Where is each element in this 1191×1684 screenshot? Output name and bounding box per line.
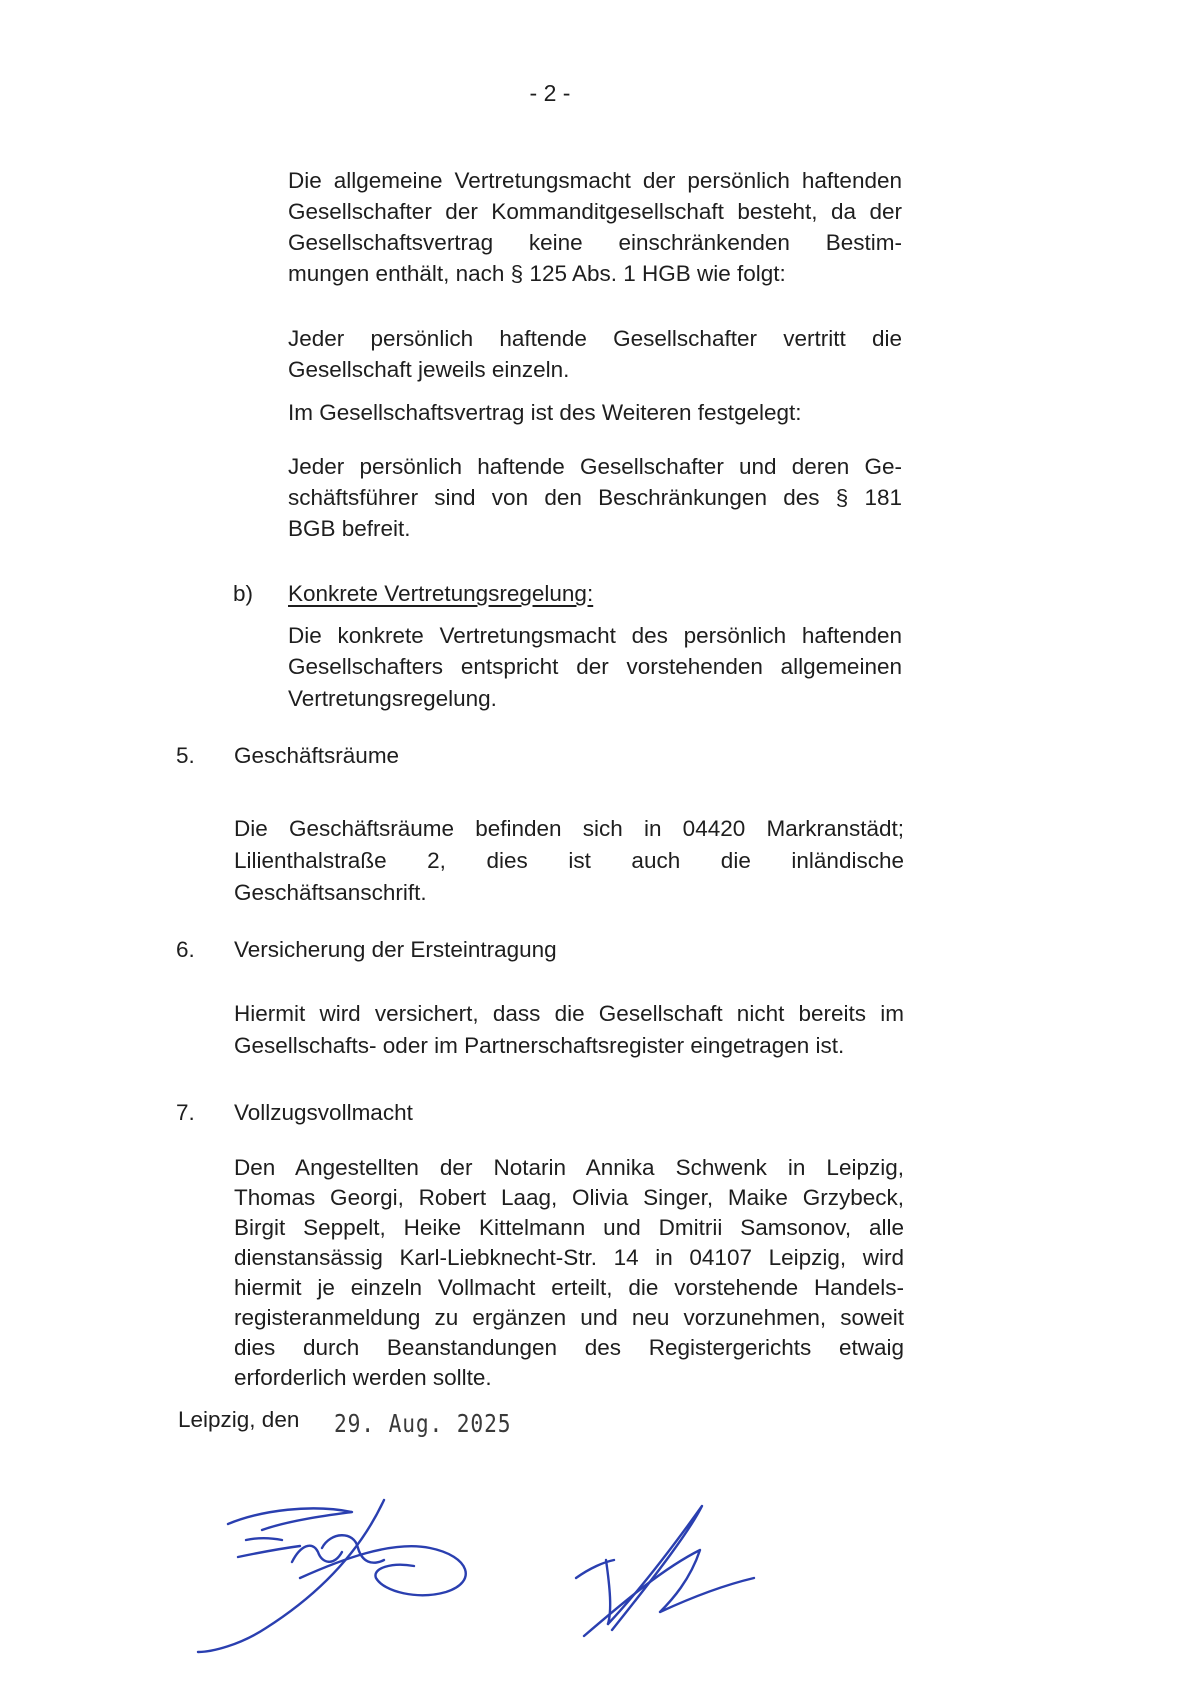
section-7-line-2: Thomas Georgi, Robert Laag, Olivia Singer, Maike Grzybeck, — [234, 1185, 904, 1210]
exemption-line-3: BGB befreit. — [288, 516, 411, 541]
section-5-line-1: Die Geschäftsräume befinden sich in 04420 Markranstädt; — [234, 816, 904, 841]
section-7-number: 7. — [176, 1100, 195, 1125]
general-intro-line-1: Die allgemeine Vertretungsmacht der persönlich haftenden — [288, 168, 902, 193]
subsection-b-marker: b) — [233, 581, 254, 606]
section-6-heading: Versicherung der Ersteintragung — [234, 937, 557, 962]
section-5-line-2: Lilienthalstraße 2, dies ist auch die inländische — [234, 848, 904, 873]
further-text: Im Gesellschaftsvertrag ist des Weiteren festgelegt: — [288, 400, 802, 425]
general-intro-line-2: Gesellschafter der Kommanditgesellschaft besteht, da der — [288, 199, 902, 224]
section-5-heading: Geschäftsräume — [234, 743, 400, 768]
section-5-number: 5. — [176, 743, 195, 768]
section-7-line-5: hiermit je einzeln Vollmacht erteilt, die vorstehende Handels- — [234, 1275, 904, 1300]
rule-line-1: Jeder persönlich haftende Gesellschafter vertritt die — [288, 326, 902, 351]
page-number: - 2 - — [529, 80, 571, 106]
signature-left — [198, 1500, 466, 1652]
subsection-b-line-3: Vertretungsregelung. — [288, 686, 497, 711]
section-6-line-1: Hiermit wird versichert, dass die Gesellschaft nicht bereits im — [234, 1001, 904, 1026]
rule-line-2: Gesellschaft jeweils einzeln. — [288, 357, 570, 382]
section-5-line-3: Geschäftsanschrift. — [234, 880, 427, 905]
exemption-line-1: Jeder persönlich haftende Gesellschafter und deren Ge- — [288, 454, 902, 479]
exemption-line-2: schäftsführer sind von den Beschränkungen des § 181 — [288, 485, 902, 510]
section-7-line-7: dies durch Beanstandungen des Registergerichts etwaig — [234, 1335, 904, 1360]
signature-right — [576, 1506, 754, 1636]
section-6-line-2: Gesellschafts- oder im Partnerschaftsregister eingetragen ist. — [234, 1033, 845, 1058]
general-intro-line-4: mungen enthält, nach § 125 Abs. 1 HGB wie folgt: — [288, 261, 786, 286]
section-7-line-3: Birgit Seppelt, Heike Kittelmann und Dmitrii Samsonov, alle — [234, 1215, 904, 1240]
section-7-line-1: Den Angestellten der Notarin Annika Schwenk in Leipzig, — [234, 1155, 904, 1180]
subsection-b-heading: Konkrete Vertretungsregelung: — [288, 581, 594, 606]
subsection-b-line-2: Gesellschafters entspricht der vorstehenden allgemeinen — [288, 654, 902, 679]
section-6-number: 6. — [176, 937, 195, 962]
date-stamp: 29. Aug. 2025 — [334, 1409, 512, 1438]
place-label: Leipzig, den — [178, 1407, 300, 1432]
subsection-b-line-1: Die konkrete Vertretungsmacht des persönlich haftenden — [288, 623, 902, 648]
section-7-line-4: dienstansässig Karl-Liebknecht-Str. 14 in 04107 Leipzig, wird — [234, 1245, 904, 1270]
section-7-line-6: registeranmeldung zu ergänzen und neu vorzunehmen, soweit — [234, 1305, 904, 1330]
general-intro-line-3: Gesellschaftsvertrag keine einschränkenden Bestim- — [288, 230, 902, 255]
section-7-heading: Vollzugsvollmacht — [234, 1100, 413, 1125]
section-7-line-8: erforderlich werden sollte. — [234, 1365, 492, 1390]
